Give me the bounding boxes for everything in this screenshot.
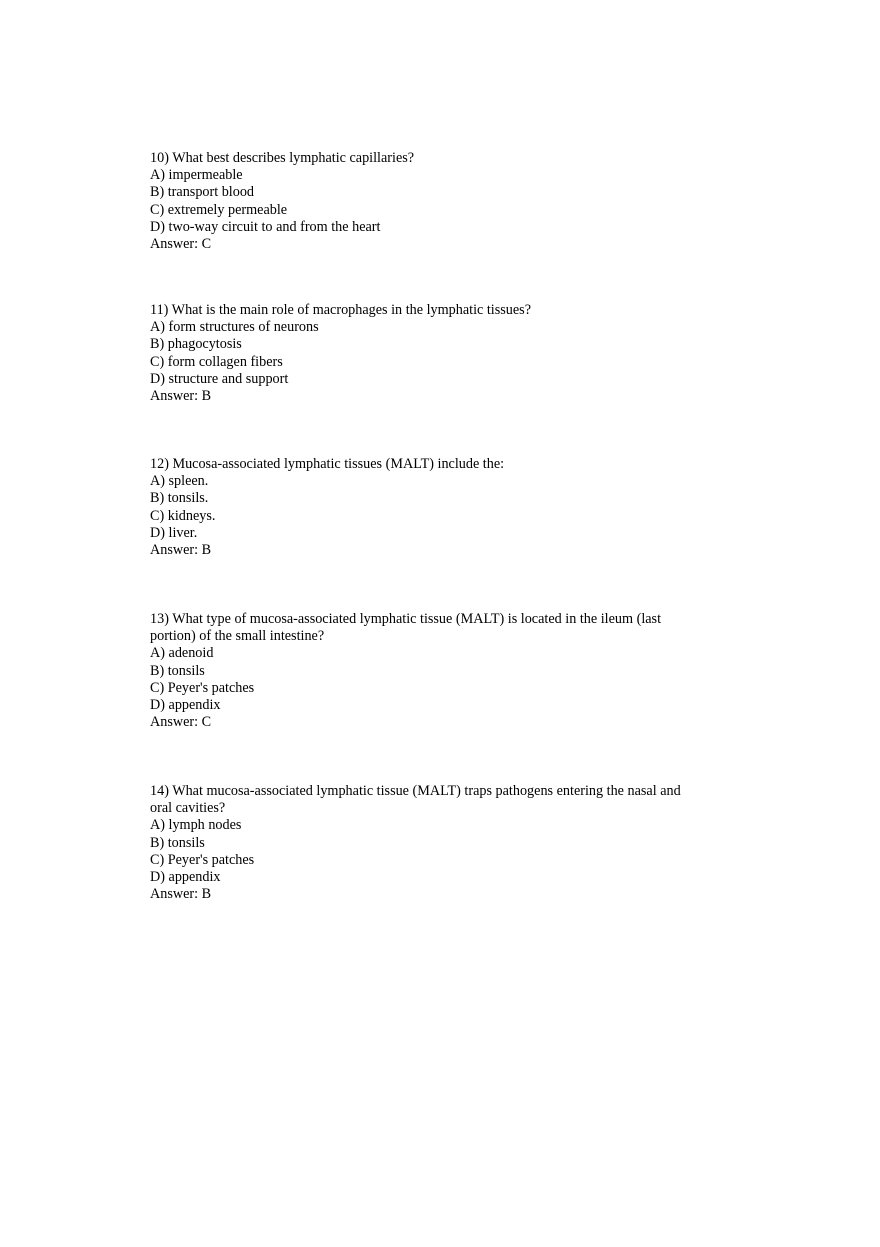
answer-key: Answer: B (150, 886, 212, 903)
answer-key: Answer: C (150, 236, 212, 253)
answer-option-d: D) two-way circuit to and from the heart (150, 218, 381, 235)
answer-option-a: A) adenoid (150, 645, 214, 662)
question-prompt: 12) Mucosa-associated lymphatic tissues (MALT) include the: (150, 456, 505, 472)
answer-option-a: A) lymph nodes (150, 817, 242, 834)
question-14 (150, 783, 730, 903)
question-13 (150, 611, 730, 731)
answer-option-b: B) phagocytosis (150, 336, 242, 353)
answer-option-b: B) tonsils. (150, 490, 209, 507)
answer-option-c: C) kidneys. (150, 507, 216, 524)
answer-option-d: D) appendix (150, 697, 221, 714)
answer-option-d: D) appendix (150, 869, 221, 886)
answer-option-b: B) tonsils (150, 834, 205, 851)
question-prompt: 10) What best describes lymphatic capillaries? (150, 150, 415, 166)
answer-key: Answer: C (150, 714, 212, 731)
answer-option-c: C) Peyer's patches (150, 851, 255, 868)
question-10 (150, 150, 730, 253)
answer-option-c: C) extremely permeable (150, 201, 288, 218)
question-prompt: 13) What type of mucosa-associated lymphatic tissue (MALT) is located in the ileum (last (150, 611, 662, 627)
answer-option-a: A) spleen. (150, 473, 209, 490)
question-12 (150, 456, 730, 559)
answer-option-c: C) form collagen fibers (150, 353, 283, 370)
answer-option-b: B) tonsils (150, 662, 205, 679)
answer-option-a: A) form structures of neurons (150, 319, 319, 336)
answer-option-d: D) liver. (150, 524, 198, 541)
question-prompt: 14) What mucosa-associated lymphatic tissue (MALT) traps pathogens entering the nasal and (150, 783, 681, 799)
question-prompt: 11) What is the main role of macrophages in the lymphatic tissues? (150, 302, 531, 318)
question-11 (150, 302, 730, 405)
question-prompt-continued: oral cavities? (150, 800, 226, 817)
question-prompt-continued: portion) of the small intestine? (150, 628, 325, 645)
answer-option-b: B) transport blood (150, 184, 255, 201)
answer-key: Answer: B (150, 542, 212, 559)
answer-option-c: C) Peyer's patches (150, 679, 255, 696)
answer-option-d: D) structure and support (150, 370, 289, 387)
answer-option-a: A) impermeable (150, 167, 243, 184)
answer-key: Answer: B (150, 388, 212, 405)
